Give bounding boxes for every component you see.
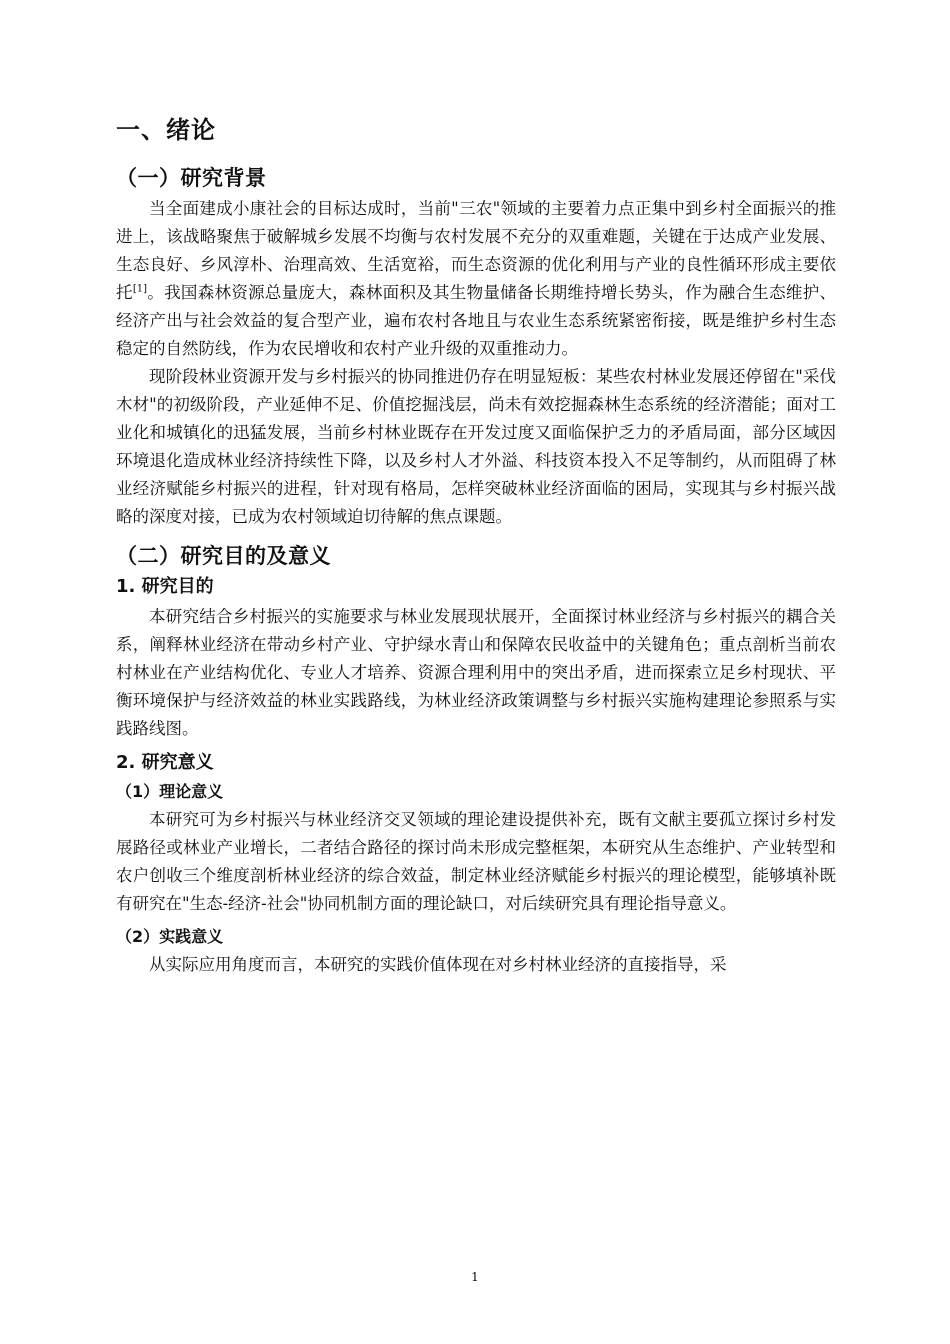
citation-1: [1] xyxy=(132,283,147,295)
page-content xyxy=(116,112,836,979)
page-number: 1 xyxy=(471,1270,479,1284)
background-paragraph-1-text: 当全面建成小康社会的目标达成时，当前"三农"领域的主要着力点正集中到乡村全面振兴的推进上，该战略聚焦于破解城乡发展不均衡与农村发展不充分的双重难题，关键在于达成产业发展、生态良好、乡风淳朴、治理高效、生活宽裕，而生态资源的优化利用与产业的良性循环形成主要依托 xyxy=(116,199,836,302)
research-purpose-paragraph: 本研究结合乡村振兴的实施要求与林业发展现状展开，全面探讨林业经济与乡村振兴的耦合关系，阐释林业经济在带动乡村产业、守护绿水青山和保障农民收益中的关键角色；重点剖析当前农村林业在产业结构优化、专业人才培养、资源合理利用中的突出矛盾，进而探索立足乡村现状、平衡环境保护与经济效益的林业实践路线，为林业经济政策调整与乡村振兴实施构建理论参照系与实践路线图。 xyxy=(116,607,836,738)
section-heading-background: （一）研究背景 xyxy=(116,166,267,190)
chapter-title: 一、绪论 xyxy=(116,116,216,144)
theoretical-significance-paragraph: 本研究可为乡村振兴与林业经济交叉领域的理论建设提供补充，既有文献主要孤立探讨乡村发展路径或林业产业增长，二者结合路径的探讨尚未形成完整框架，本研究从生态维护、产业转型和农户创收三个维度剖析林业经济的综合效益，制定林业经济赋能乡村振兴的理论模型，能够填补既有研究在"生态-经济-社会"协同机制方面的理论缺口，对后续研究具有理论指导意义。 xyxy=(116,810,836,913)
background-paragraph-2: 现阶段林业资源开发与乡村振兴的协同推进仍存在明显短板：某些农村林业发展还停留在"采伐木材"的初级阶段，产业延伸不足、价值挖掘浅层，尚未有效挖掘森林生态系统的经济潜能；面对工业化和城镇化的迅猛发展，当前乡村林业既存在开发过度又面临保护乏力的矛盾局面，部分区域因环境退化造成林业经济持续性下降，以及乡村人才外溢、科技资本投入不足等制约，从而阻碍了林业经济赋能乡村振兴的进程，针对现有格局，怎样突破林业经济面临的困局，实现其与乡村振兴战略的深度对接，已成为农村领域迫切待解的焦点课题。 xyxy=(116,367,836,526)
section-heading-purpose: （二）研究目的及意义 xyxy=(116,544,331,568)
practical-significance-paragraph: 从实际应用角度而言，本研究的实践价值体现在对乡村林业经济的直接指导，采 xyxy=(149,955,727,974)
subsection-heading-research-purpose: 1. 研究目的 xyxy=(116,576,214,597)
background-paragraph-1-text-cont: 。我国森林资源总量庞大，森林面积及其生物量储备长期维持增长势头，作为融合生态维护、经济产出与社会效益的复合型产业，遍布农村各地且与农业生态系统紧密衔接，既是维护乡村生态稳定的自然防线，作为农民增收和农村产业升级的双重推动力。 xyxy=(116,283,837,358)
heading-practical-significance: （2）实践意义 xyxy=(116,927,224,946)
background-paragraph-1 xyxy=(116,195,836,363)
subsection-heading-research-significance: 2. 研究意义 xyxy=(116,752,214,773)
heading-theoretical-significance: （1）理论意义 xyxy=(116,782,224,801)
